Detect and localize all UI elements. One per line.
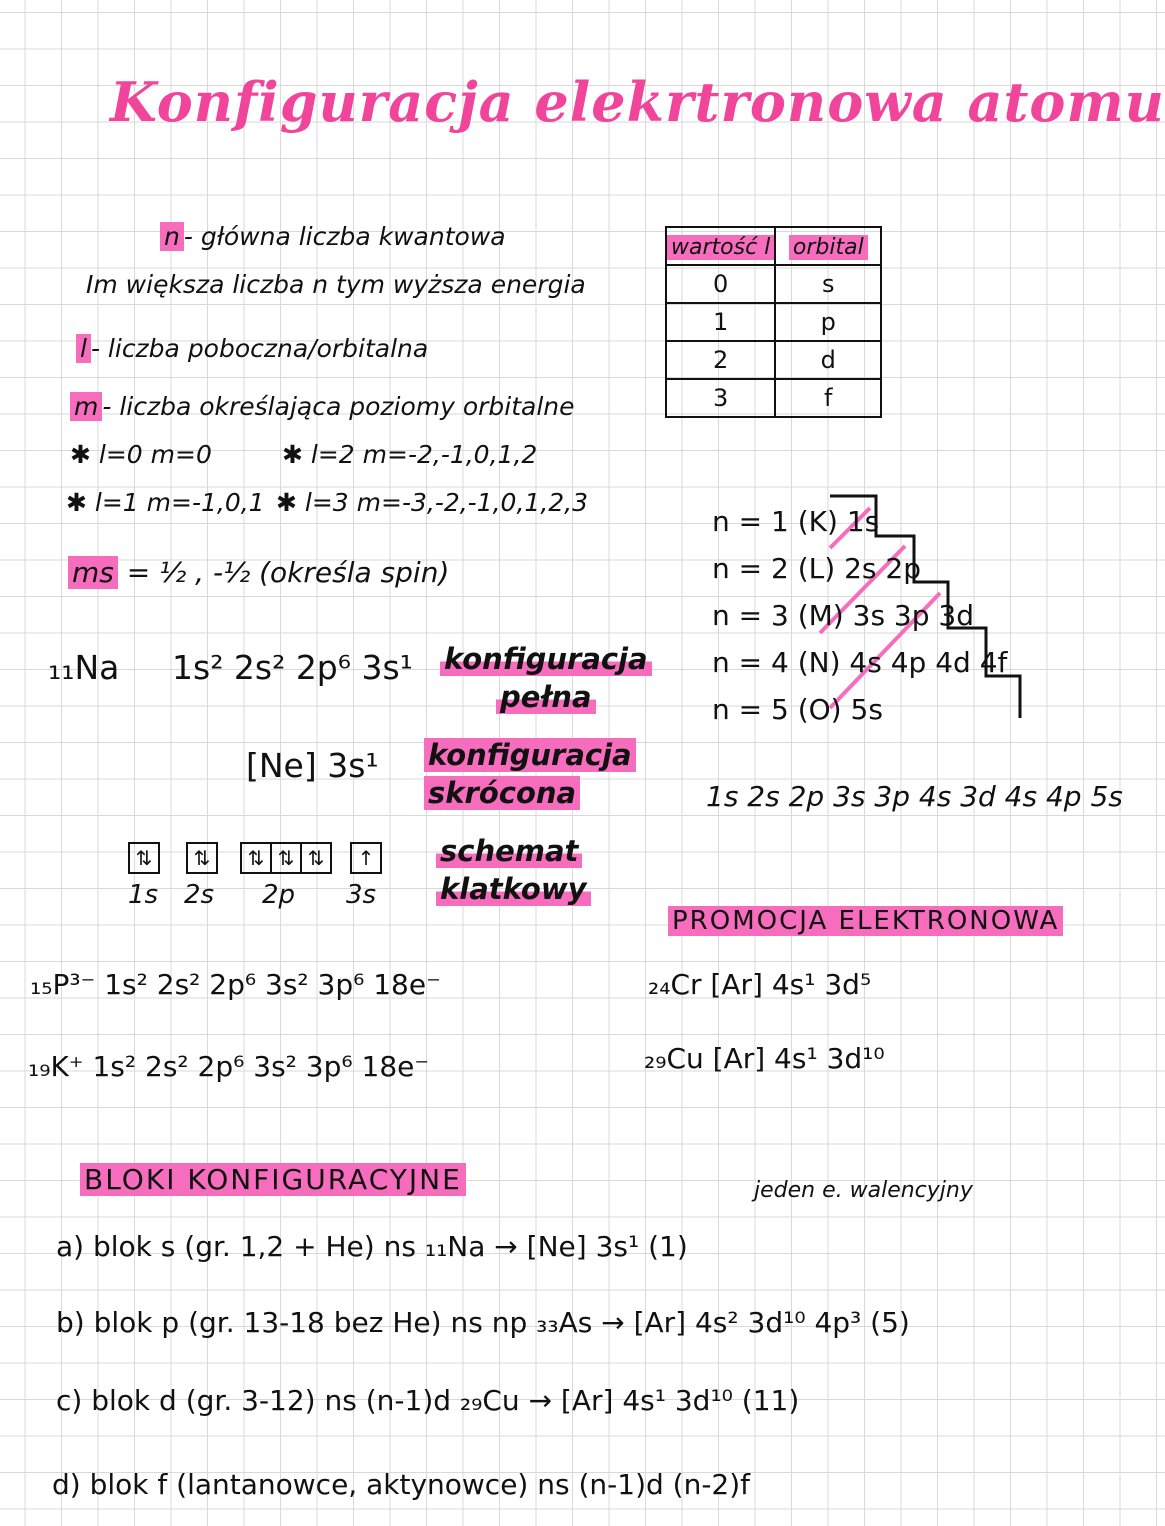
sodium-symbol: ₁₁Na [48,648,120,687]
m-l3: ✱ l=3 m=-3,-2,-1,0,1,2,3 [276,488,589,517]
copper-config: ₂₉Cu [Ar] 4s¹ 3d¹⁰ [644,1042,885,1075]
table-header: wartość l [666,227,775,265]
potassium-ion-config: ₁₉K⁺ 1s² 2s² 2p⁶ 3s² 3p⁶ 18e⁻ [28,1050,430,1083]
l-symbol: l [76,334,91,363]
n-definition [160,222,506,251]
box-label-2s: 2s [184,880,215,910]
box-label-1s: 1s [128,880,159,910]
orbital-box-3s: ↑ [350,842,382,874]
short-config-label: konfiguracja skrócona [424,736,636,812]
table-row: 0 s [666,265,881,303]
sodium-short-config: [Ne] 3s¹ [246,746,379,785]
m-desc: - liczba określająca poziomy orbitalne [102,392,575,421]
box-diagram-label: schemat klatkowy [436,832,591,908]
block-s: a) blok s (gr. 1,2 + He) ns ₁₁Na → [Ne] 3s¹ (1) [56,1230,688,1263]
sodium-full-config: 1s² 2s² 2p⁶ 3s¹ [172,648,413,687]
ms-desc: = ½ , -½ (określa spin) [126,556,450,589]
shell-row: n = 2 (L) 2s 2p [712,552,921,585]
chromium-config: ₂₄Cr [Ar] 4s¹ 3d⁵ [648,968,872,1001]
l-desc: - liczba poboczna/orbitalna [90,334,429,363]
m-l0: ✱ l=0 m=0 [70,440,212,469]
m-l2: ✱ l=2 m=-2,-1,0,1,2 [282,440,538,469]
ms-definition [68,556,449,589]
phosphide-ion-config: ₁₅P³⁻ 1s² 2s² 2p⁶ 3s² 3p⁶ 18e⁻ [30,968,441,1001]
ms-symbol: ms [68,556,118,589]
block-d: c) blok d (gr. 3-12) ns (n-1)d ₂₉Cu → [Ar] 4s¹ 3d¹⁰ (11) [56,1384,800,1417]
valence-note: jeden e. walencyjny [754,1178,973,1203]
n-desc: - główna liczba kwantowa [183,222,506,251]
promotion-heading: PROMOCJA ELEKTRONOWA [668,906,1063,936]
full-config-label: konfiguracja pełna [440,640,652,716]
m-l1: ✱ l=1 m=-1,0,1 [66,488,265,517]
orbital-table [665,226,882,418]
n-symbol: n [160,222,184,251]
block-f: d) blok f (lantanowce, aktynowce) ns (n-1)d (n-2)f [52,1468,751,1501]
filling-order: 1s 2s 2p 3s 3p 4s 3d 4s 4p 5s [706,780,1123,813]
shell-row: n = 3 (M) 3s 3p 3d [712,599,975,632]
blocks-heading: BLOKI KONFIGURACYJNE [80,1163,466,1196]
orbital-box-2p: ⇅ ⇅ ⇅ [240,842,332,874]
shell-row: n = 5 (O) 5s [712,693,883,726]
box-label-2p: 2p [262,880,296,910]
m-definition [70,392,575,421]
box-label-3s: 3s [346,880,377,910]
page-title: Konfiguracja elekrtronowa atomu [110,70,1165,134]
table-row: 2 d [666,341,881,379]
n-note: Im większa liczba n tym wyższa energia [86,270,586,299]
table-header: orbital [775,227,881,265]
shell-row: n = 1 (K) 1s [712,505,880,538]
orbital-box-1s: ⇅ [128,842,160,874]
table-row: 3 f [666,379,881,417]
shell-row: n = 4 (N) 4s 4p 4d 4f [712,646,1008,679]
l-definition [76,334,428,363]
table-row: 1 p [666,303,881,341]
m-symbol: m [70,392,102,421]
block-p: b) blok p (gr. 13-18 bez He) ns np ₃₃As → [Ar] 4s² 3d¹⁰ 4p³ (5) [56,1306,910,1339]
orbital-box-2s: ⇅ [186,842,218,874]
